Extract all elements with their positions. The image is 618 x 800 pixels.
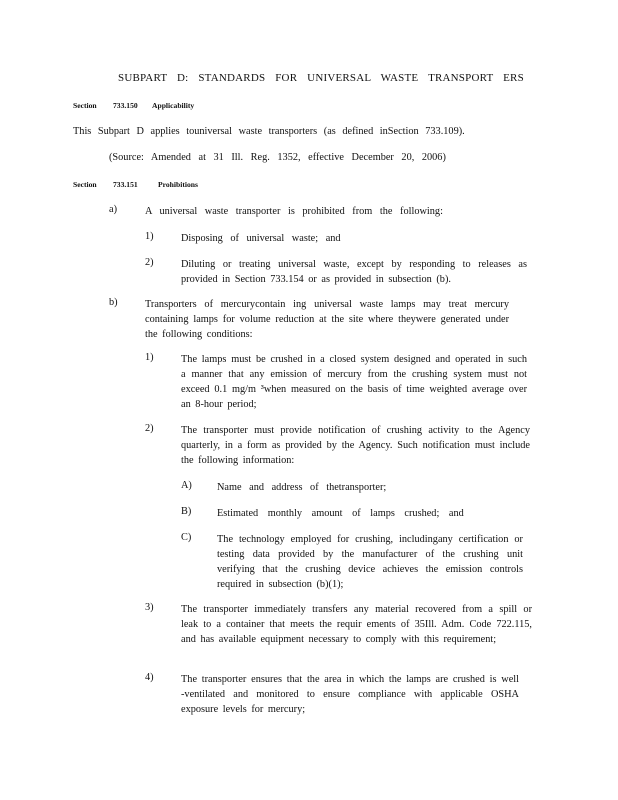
source-note: (Source: Amended at 31 Ill. Reg. 1352, effective December 20, 2006) <box>109 152 446 163</box>
subitem-A-text: Name and address of thetransporter; <box>217 482 387 493</box>
subsection-marker: b) <box>109 297 118 308</box>
section-number: 733.151 <box>113 180 138 189</box>
item-marker: 2) <box>145 257 154 268</box>
section-title: Prohibitions <box>158 180 198 189</box>
item-b3-text: The transporter immediately transfers any material recovered from a spill or leak to a container that meets the requir ements of 35Ill. Adm. Code 722.115, and has available equipment necessary to comply with this requirement; <box>181 604 532 645</box>
item-marker: 3) <box>145 602 154 613</box>
section-label: Section <box>73 180 97 189</box>
item-b4-text: The transporter ensures that the area in which the lamps are crushed is well -ventilated and monitored to ensure compliance with applicable OSHA exposure levels for mercury; <box>181 674 519 715</box>
subsection-marker: a) <box>109 204 117 215</box>
subitem-marker: C) <box>181 532 192 543</box>
subitem-marker: B) <box>181 506 192 517</box>
subitem-marker: A) <box>181 480 192 491</box>
section-number: 733.150 <box>113 101 138 110</box>
item-marker: 1) <box>145 231 154 242</box>
section-733-150-body: This Subpart D applies touniversal waste transporters (as defined inSection 733.109). <box>73 126 465 137</box>
section-title: Applicability <box>152 101 195 110</box>
item-a2-text: Diluting or treating universal waste, except by responding to releases as provided in Section 733.154 or as provided in subsection (b). <box>181 259 527 285</box>
item-a1-text: Disposing of universal waste; and <box>181 233 341 244</box>
subitem-C-text: The technology employed for crushing, includingany certification or testing data provided by the manufacturer of the crushing unit verifying that the crushing device achieves the emission controls required in subsection (b)(1); <box>217 534 523 590</box>
subpart-title: SUBPART D: STANDARDS FOR UNIVERSAL WASTE TRANSPORT ERS <box>118 72 524 84</box>
subsection-b-text: Transporters of mercurycontain ing universal waste lamps may treat mercury containing lamps for volume reduction at the site where theywere generated under the following conditions: <box>145 299 509 340</box>
item-b1-text: The lamps must be crushed in a closed system designed and operated in such a manner that any emission of mercury from the crushing system must not exceed 0.1 mg/m ³when measured on the basis of time weighted average over an 8-hour period; <box>181 354 527 410</box>
item-marker: 1) <box>145 352 154 363</box>
item-marker: 2) <box>145 423 154 434</box>
subsection-a-text: A universal waste transporter is prohibited from the following: <box>145 206 443 217</box>
subitem-B-text: Estimated monthly amount of lamps crushed; and <box>217 508 464 519</box>
section-label: Section <box>73 101 97 110</box>
item-marker: 4) <box>145 672 154 683</box>
item-b2-text: The transporter must provide notification of crushing activity to the Agency quarterly, in a form as provided by the Agency. Such notification must include the following information: <box>181 425 530 466</box>
